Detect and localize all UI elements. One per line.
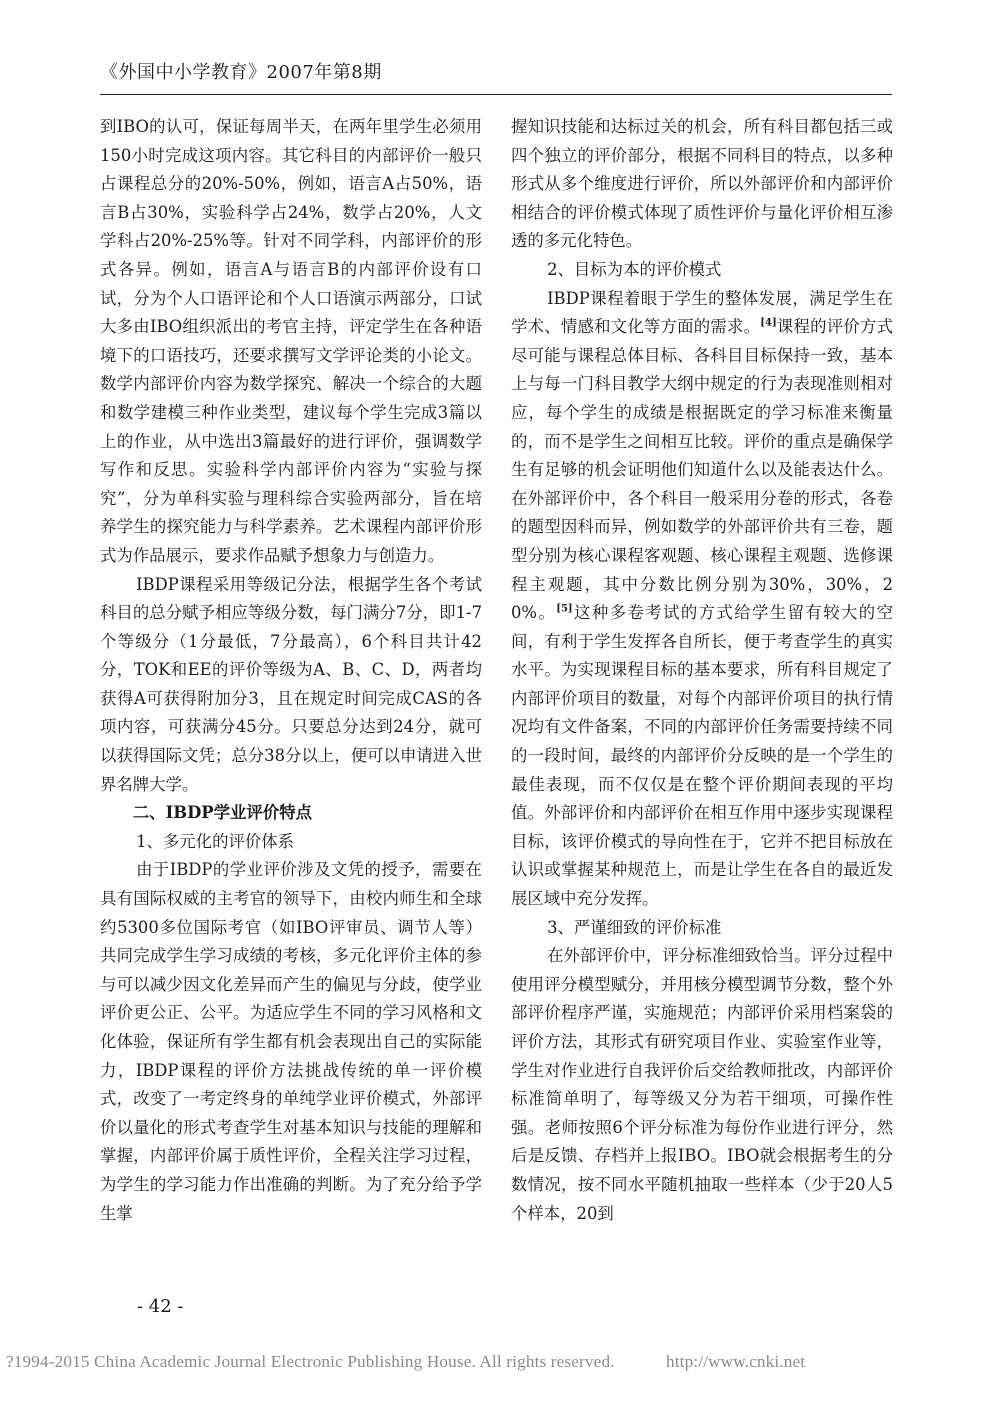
citation-ref: [4] [760, 317, 777, 329]
subsection-heading: 1、多元化的评价体系 [136, 831, 295, 851]
subsection-heading: 3、严谨细致的评价标准 [547, 917, 722, 937]
header-rule [100, 94, 892, 95]
paragraph: 握知识技能和达标过关的机会，所有科目都包括三或四个独立的评价部分，根据不同科目的特点，以多种形式从多个维度进行评价，所以外部评价和内部评价相结合的评价模式体现了质性评价与量化评价相互渗透的多元化特色。 [511, 117, 893, 251]
subsection-heading: 2、目标为本的评价模式 [547, 259, 722, 279]
copyright-notice: ?1994-2015 China Academic Journal Electronic Publishing House. All rights reserved. [6, 1352, 615, 1371]
paragraph-text: IBDP课程着眼于学生的整体发展，满足学生在学术、情感和文化等方面的需求。 [511, 288, 893, 337]
section-heading: 二、IBDP学业评价特点 [132, 803, 312, 823]
paragraph: 到IBO的认可，保证每周半天，在两年里学生必须用150小时完成这项内容。其它科目的内部评价一般只占课程总分的20%-50%，例如，语言A占50%，语言B占30%，实验科学占24%，数学占20%，人文学科占20%-25%等。针对不同学科，内部评价的形式各异。例如，语言A与语言B的内部评价设有口试，分为个人口语评论和个人口语演示两部分，口试大多由IBO组织派出的考官主持，评定学生在各种语境下的口语技巧，还要求撰写文学评论类的小论文。数学内部评价内容为数学探究、解决一个综合的大题和数学建模三种作业类型，建议每个学生完成3篇以上的作业，从中选出3篇最好的进行评价，强调数学写作和反思。实验科学内部评价内容为“实验与探究”，分为单科实验与理科综合实验两部分，旨在培养学生的探究能力与科学素养。艺术课程内部评价形式为作品展示，要求作品赋予想象力与创造力。 [100, 117, 482, 565]
paragraph [511, 285, 893, 914]
paragraph: IBDP课程采用等级记分法，根据学生各个考试科目的总分赋予相应等级分数，每门满分7分，即1-7个等级分（1分最低，7分最高），6个科目共计42分，TOK和EE的评价等级为A、B、C、D，两者均获得A可获得附加分3，且在规定时间完成CAS的各项内容，可获满分45分。只要总分达到24分，就可以获得国际文凭；总分38分以上，便可以申请进入世界名牌大学。 [100, 574, 482, 794]
left-column [100, 113, 482, 1228]
paragraph-text: 这种多卷考试的方式给学生留有较大的空间，有利于学生发挥各自所长，便于考查学生的真实水平。为实现课程目标的基本要求，所有科目规定了内部评价项目的数量，对每个内部评价项目的执行情况均有文件备案，不同的内部评价任务需要持续不同的一段时间，最终的内部评价分反映的是一个学生的最佳表现，而不仅仅是在整个评价期间表现的平均值。外部评价和内部评价在相互作用中逐步实现课程目标，该评价模式的导向性在于，它并不把目标放在认识或掌握某种规范上，而是让学生在各自的最近发展区域中充分发挥。 [511, 603, 893, 909]
right-column [511, 113, 893, 1228]
page-number: - 42 - [137, 1296, 184, 1317]
journal-header: 《外国中小学教育》2007年第8期 [100, 62, 382, 83]
paragraph-text: 课程的评价方式尽可能与课程总体目标、各科目目标保持一致，基本上与每一门科目教学大纲中规定的行为表现准则相对应，每个学生的成绩是根据既定的学习标准来衡量的，而不是学生之间相互比较。评价的重点是确保学生有足够的机会证明他们知道什么以及能表达什么。在外部评价中，各个科目一般采用分卷的形式，各卷的题型因科而异，例如数学的外部评价共有三卷，题型分别为核心课程客观题、核心课程主观题、选修课程主观题，其中分数比例分别为30%，30%，20%。 [511, 317, 894, 623]
paragraph: 由于IBDP的学业评价涉及文凭的授予，需要在具有国际权威的主考官的领导下，由校内师生和全球约5300多位国际考官（如IBO评审员、调节人等）共同完成学生学习成绩的考核，多元化评价主体的参与可以减少因文化差异而产生的偏见与分歧，使学业评价更公正、公平。为适应学生不同的学习风格和文化体验，保证所有学生都有机会表现出自己的实际能力，IBDP课程的评价方法挑战传统的单一评价模式，改变了一考定终身的单纯学业评价模式，外部评价以量化的形式考查学生对基本知识与技能的理解和掌握，内部评价属于质性评价，全程关注学习过程，为学生的学习能力作出准确的判断。为了充分给予学生掌 [100, 860, 482, 1223]
footer-url: http://www.cnki.net [666, 1352, 806, 1371]
paragraph: 在外部评价中，评分标准细致恰当。评分过程中使用评分模型赋分，并用核分模型调节分数，整个外部评价程序严谨，实施规范；内部评价采用档案袋的评价方法，其形式有研究项目作业、实验室作业等，学生对作业进行自我评价后交给教师批改，内部评价标准简单明了，每等级又分为若干细项，可操作性强。老师按照6个评分标准为每份作业进行评分，然后是反馈、存档并上报IBO。IBO就会根据考生的分数情况，按不同水平随机抽取一些样本（少于20人5个样本，20到 [511, 946, 893, 1223]
citation-ref: [5] [556, 603, 573, 615]
